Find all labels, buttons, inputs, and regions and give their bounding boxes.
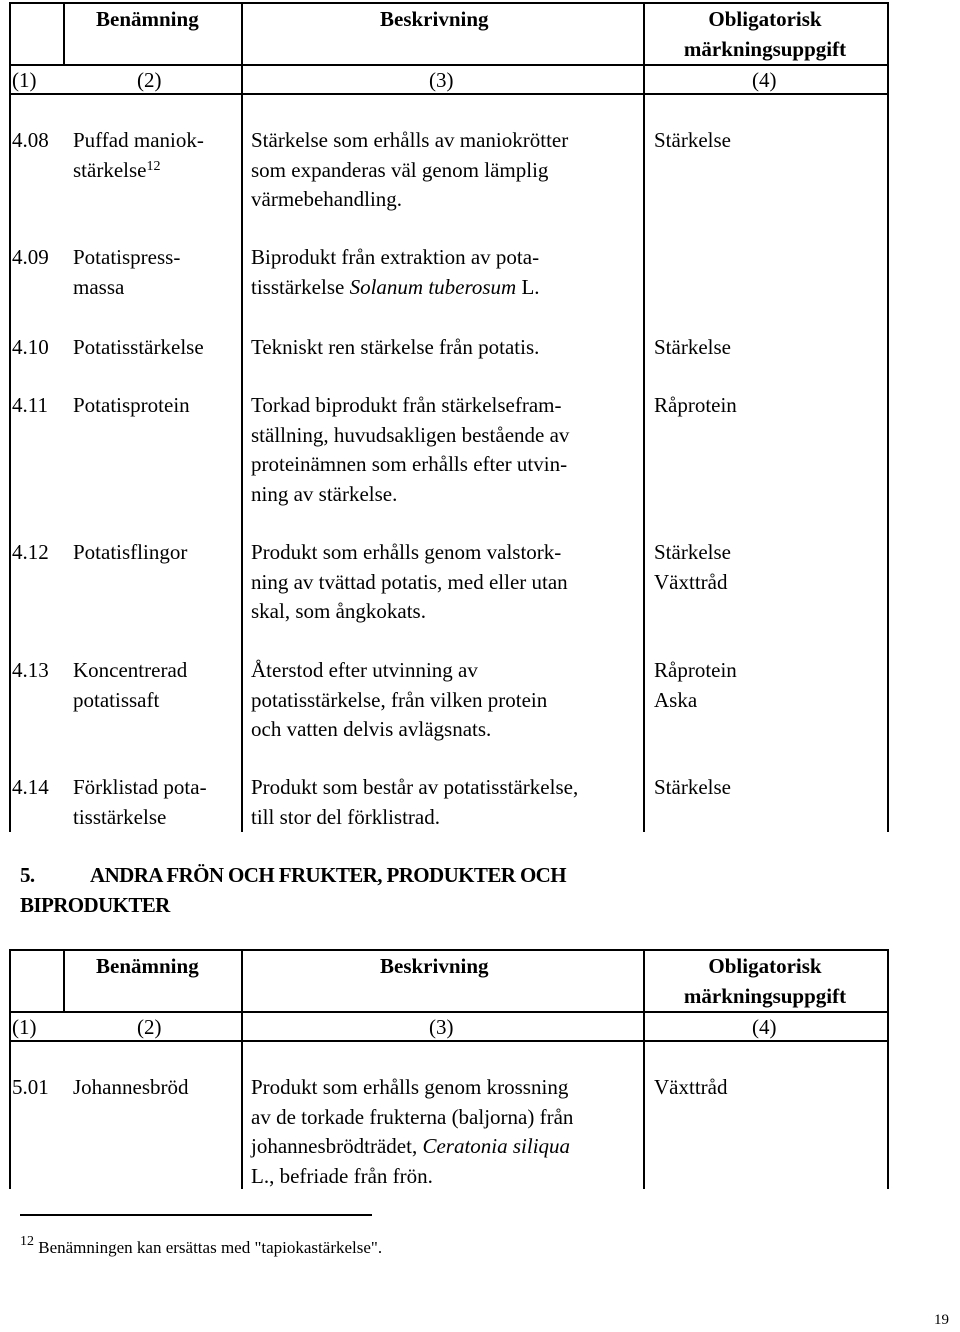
header-beskrivning: Beskrivning [380,954,489,978]
table-1-left-border [9,2,11,832]
row-description [251,773,578,832]
row-name: Potatisflingor [73,540,188,564]
row-description-line: Torkad biprodukt från stärkelsefram- [251,393,562,417]
row-name-line: Förklistad pota- [73,775,207,799]
row-name: Potatisstärkelse [73,335,204,359]
header-obligatorisk-line2: märkningsuppgift [683,36,847,61]
latin-name: Solanum tuberosum [349,274,517,299]
header-benamning: Benämning [96,954,199,978]
row-number: 4.09 [12,245,49,269]
col-number-4: (4) [752,68,777,92]
row-number: 4.11 [12,393,48,417]
footnote-text: Benämningen kan ersättas med "tapiokastärkelse". [38,1238,383,1257]
row-label: Råprotein [654,393,737,417]
row-description-line: L., befriade från frön. [251,1163,433,1188]
table-2-left-border [9,949,11,1189]
row-description-line: skal, som ångkokats. [251,599,426,623]
row-description-line: av de torkade frukterna (baljorna) från [251,1104,574,1129]
table-2-right-border [887,949,889,1189]
row-description-line: Produkt som består av potatisstärkelse, [251,775,579,799]
footnote-marker: 12 [20,1234,34,1249]
row-label-line: Aska [654,687,698,712]
row-description-line: Produkt som erhålls genom valstork- [251,540,562,564]
row-name-line: massa [73,274,125,299]
col-number-3: (3) [429,1015,454,1039]
row-label [654,656,737,715]
row-number: 4.12 [12,540,49,564]
row-label-line: Råprotein [654,658,737,682]
row-description-line: till stor del förklistrad. [251,804,440,829]
section-number: 5. [20,863,35,887]
header-obligatorisk [645,5,885,64]
latin-name: Ceratonia siliqua [422,1134,571,1158]
row-description-text: tisstärkelse [251,274,350,299]
header-obligatorisk-line1: Obligatorisk [708,7,822,31]
row-description-line: ning av tvättad potatis, med eller utan [251,569,568,594]
row-label: Stärkelse [654,775,731,799]
header-obligatorisk-line1: Obligatorisk [708,954,822,978]
header-beskrivning: Beskrivning [380,7,489,31]
section-heading-line1 [20,861,566,891]
row-name-line: potatissaft [73,687,160,712]
row-name: Johannesbröd [73,1075,189,1099]
row-description-line: Stärkelse som erhålls av maniokrötter [251,128,569,152]
row-label: Växttråd [654,1075,728,1099]
row-description-line: proteinämnen som erhålls efter utvin- [251,452,568,476]
table-1-col-divider-3 [643,2,645,832]
row-name [73,656,187,715]
row-description-line [251,273,540,303]
row-number: 5.01 [12,1075,49,1099]
row-description-text: johannesbrödträdet, [251,1134,423,1158]
section-heading [20,861,566,920]
row-number: 4.10 [12,335,49,359]
table-1-right-border [887,2,889,832]
row-description-line: värmebehandling. [251,187,403,211]
row-description [251,538,568,627]
row-label-line: Växttråd [654,569,728,594]
row-description [251,243,540,302]
row-description-text: L. [516,274,540,299]
row-description-line: Produkt som erhålls genom krossning [251,1075,569,1099]
row-name [73,243,180,302]
table-2-top-border [9,949,889,951]
table-1-top-border [9,2,889,4]
row-name: Potatisprotein [73,393,190,417]
row-description: Tekniskt ren stärkelse från potatis. [251,335,540,359]
footnote-reference: 12 [146,158,161,174]
row-description-line: och vatten delvis avlägsnats. [251,717,492,741]
table-2-col-divider-1 [63,949,65,1011]
row-description [251,391,569,509]
row-description-line: potatisstärkelse, från vilken protein [251,687,548,712]
row-description-line: ställning, huvudsakligen bestående av [251,422,570,447]
row-label-line: Stärkelse [654,540,731,564]
row-description-line [251,1132,573,1162]
row-description-line: Återstod efter utvinning av [251,658,478,682]
section-heading-line2: BIPRODUKTER [20,892,170,917]
table-1-col-divider-1 [63,2,65,64]
section-title: ANDRA FRÖN OCH FRUKTER, PRODUKTER OCH [90,863,566,887]
row-name-line: Koncentrerad [73,658,188,682]
row-name-line: tisstärkelse [73,804,167,829]
row-label: Stärkelse [654,128,731,152]
row-description-line: som expanderas väl genom lämplig [251,157,549,182]
row-description [251,126,568,215]
row-label: Stärkelse [654,335,731,359]
col-number-2: (2) [137,1015,162,1039]
row-description-line: ning av stärkelse. [251,481,398,506]
row-description [251,656,547,745]
header-obligatorisk [645,952,885,1011]
row-name-line [73,156,204,186]
row-name [73,773,207,832]
row-description-line: Biprodukt från extraktion av pota- [251,245,540,269]
row-name-text: stärkelse [73,157,147,182]
col-number-3: (3) [429,68,454,92]
row-name-line: Puffad maniok- [73,128,204,152]
footnote-separator [20,1214,372,1216]
row-description [251,1073,573,1191]
col-number-1: (1) [12,68,37,92]
col-number-4: (4) [752,1015,777,1039]
footnote [20,1236,382,1260]
row-number: 4.13 [12,658,49,682]
table-1-col-divider-2 [241,2,243,832]
row-number: 4.08 [12,128,49,152]
header-obligatorisk-line2: märkningsuppgift [683,983,847,1008]
col-number-2: (2) [137,68,162,92]
page-number: 19 [934,1312,949,1328]
table-2-col-divider-2 [241,949,243,1189]
row-number: 4.14 [12,775,49,799]
col-number-1: (1) [12,1015,37,1039]
row-name [73,126,204,185]
row-label [654,538,731,597]
row-name-line: Potatispress- [73,245,181,269]
header-benamning: Benämning [96,7,199,31]
